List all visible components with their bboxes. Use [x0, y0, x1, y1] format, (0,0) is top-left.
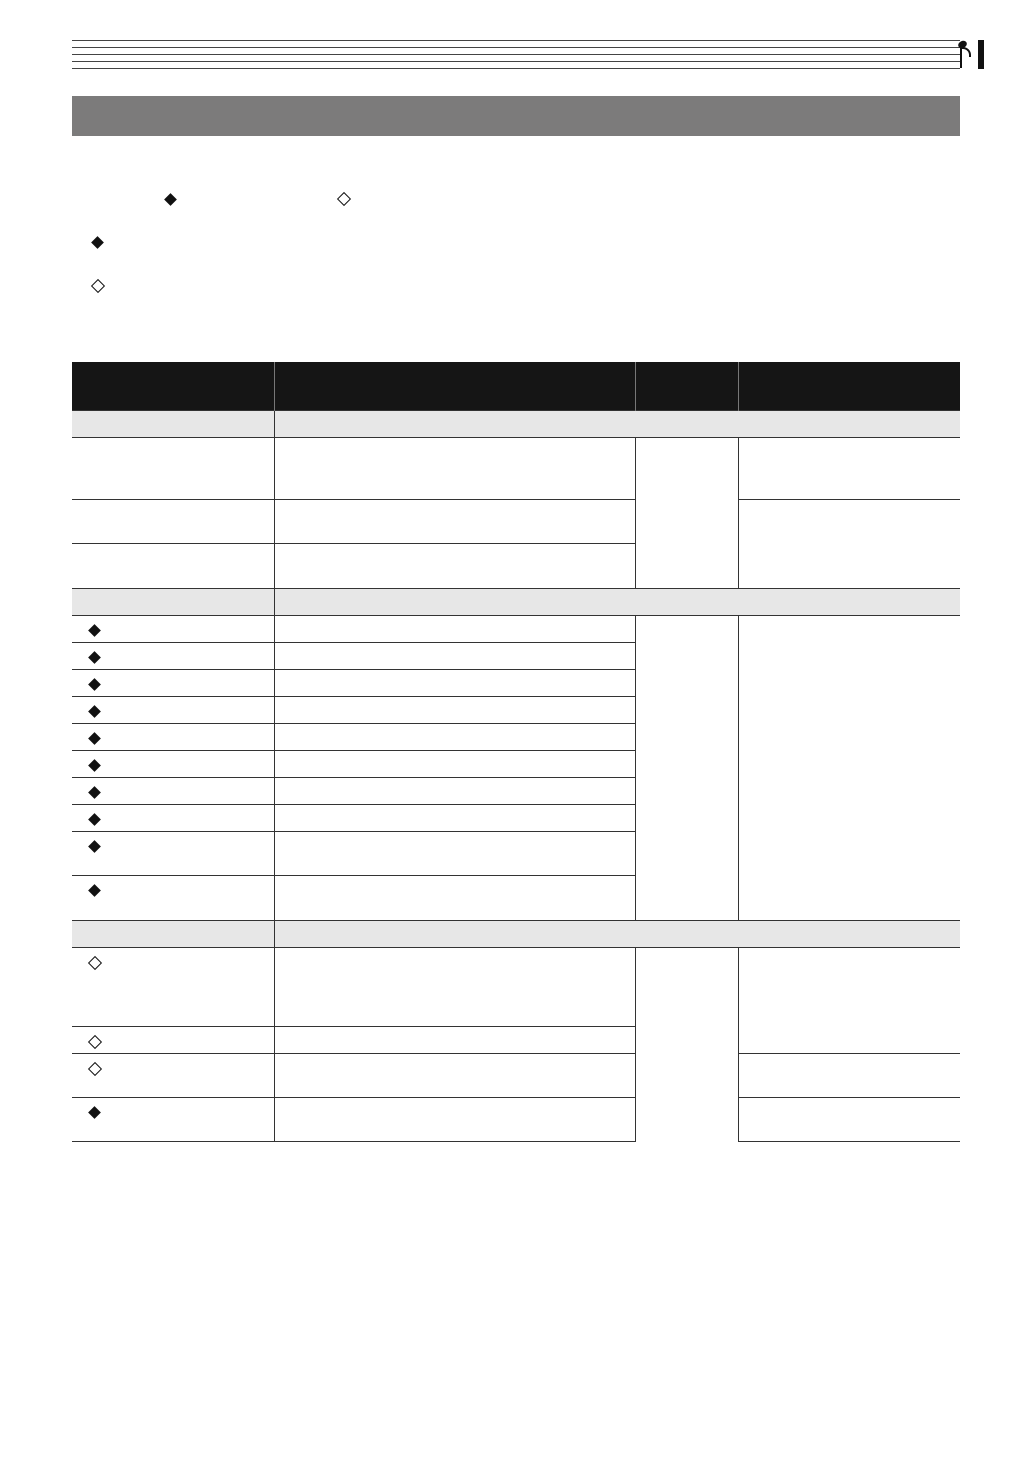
table-row [72, 500, 960, 544]
solid-diamond-icon [88, 624, 101, 637]
desc-cell [274, 438, 635, 500]
legend-intro-solid [166, 191, 175, 211]
group-cell [274, 921, 960, 948]
group-cell [72, 921, 274, 948]
note-cell [738, 1054, 960, 1098]
note-cell [738, 948, 960, 1054]
item-cell [72, 1054, 274, 1098]
desc-cell [274, 1098, 635, 1142]
item-cell [72, 438, 274, 500]
desc-cell [274, 832, 635, 876]
note-cell [738, 616, 960, 921]
header-cell [738, 362, 960, 411]
item-cell [72, 544, 274, 589]
group-cell [72, 411, 274, 438]
desc-cell [274, 948, 635, 1027]
table-row [72, 1098, 960, 1142]
solid-diamond-icon [88, 678, 101, 691]
desc-cell [274, 876, 635, 921]
desc-cell [274, 724, 635, 751]
section-title-bar [72, 96, 960, 136]
desc-cell [274, 616, 635, 643]
desc-cell [274, 500, 635, 544]
legend-item-solid [93, 234, 102, 254]
value-cell [635, 616, 738, 921]
solid-diamond-icon [88, 705, 101, 718]
desc-cell [274, 1054, 635, 1098]
note-cell [738, 438, 960, 500]
solid-diamond-icon [88, 884, 101, 897]
table-row [72, 948, 960, 1027]
solid-diamond-icon [88, 786, 101, 799]
staff-end-bar [978, 40, 984, 69]
table-row [72, 616, 960, 643]
desc-cell [274, 697, 635, 724]
group-cell [274, 411, 960, 438]
table-header-row [72, 362, 960, 411]
item-cell [72, 616, 274, 643]
solid-diamond-icon [88, 813, 101, 826]
item-cell [72, 724, 274, 751]
desc-cell [274, 670, 635, 697]
open-diamond-icon [88, 1062, 102, 1076]
solid-diamond-icon [88, 840, 101, 853]
item-cell [72, 697, 274, 724]
header-cell [635, 362, 738, 411]
group-cell [72, 589, 274, 616]
header-cell [72, 362, 274, 411]
solid-diamond-icon [88, 1106, 101, 1119]
item-cell [72, 1027, 274, 1054]
music-staff-header [72, 40, 960, 68]
open-diamond-icon [88, 1035, 102, 1049]
note-cell [738, 500, 960, 589]
desc-cell [274, 1027, 635, 1054]
item-cell [72, 948, 274, 1027]
spec-table [72, 362, 960, 1142]
legend-item-open [93, 278, 103, 298]
legend-intro-open [339, 191, 349, 211]
item-cell [72, 500, 274, 544]
item-cell [72, 805, 274, 832]
solid-diamond-icon [164, 193, 177, 206]
item-cell [72, 643, 274, 670]
item-cell [72, 778, 274, 805]
header-cell [274, 362, 635, 411]
note-cell [738, 1098, 960, 1142]
item-cell [72, 876, 274, 921]
table-group-row [72, 411, 960, 438]
table-body [72, 411, 960, 1142]
table-group-row [72, 921, 960, 948]
solid-diamond-icon [91, 236, 104, 249]
table-group-row [72, 589, 960, 616]
table-row [72, 1054, 960, 1098]
group-cell [274, 589, 960, 616]
item-cell [72, 670, 274, 697]
music-note-flag [961, 47, 971, 57]
open-diamond-icon [91, 279, 105, 293]
solid-diamond-icon [88, 732, 101, 745]
open-diamond-icon [337, 192, 351, 206]
desc-cell [274, 751, 635, 778]
desc-cell [274, 778, 635, 805]
solid-diamond-icon [88, 759, 101, 772]
value-cell [635, 948, 738, 1142]
table-row [72, 438, 960, 500]
desc-cell [274, 805, 635, 832]
desc-cell [274, 643, 635, 670]
item-cell [72, 751, 274, 778]
value-cell [635, 438, 738, 589]
open-diamond-icon [88, 956, 102, 970]
item-cell [72, 1098, 274, 1142]
solid-diamond-icon [88, 651, 101, 664]
item-cell [72, 832, 274, 876]
desc-cell [274, 544, 635, 589]
